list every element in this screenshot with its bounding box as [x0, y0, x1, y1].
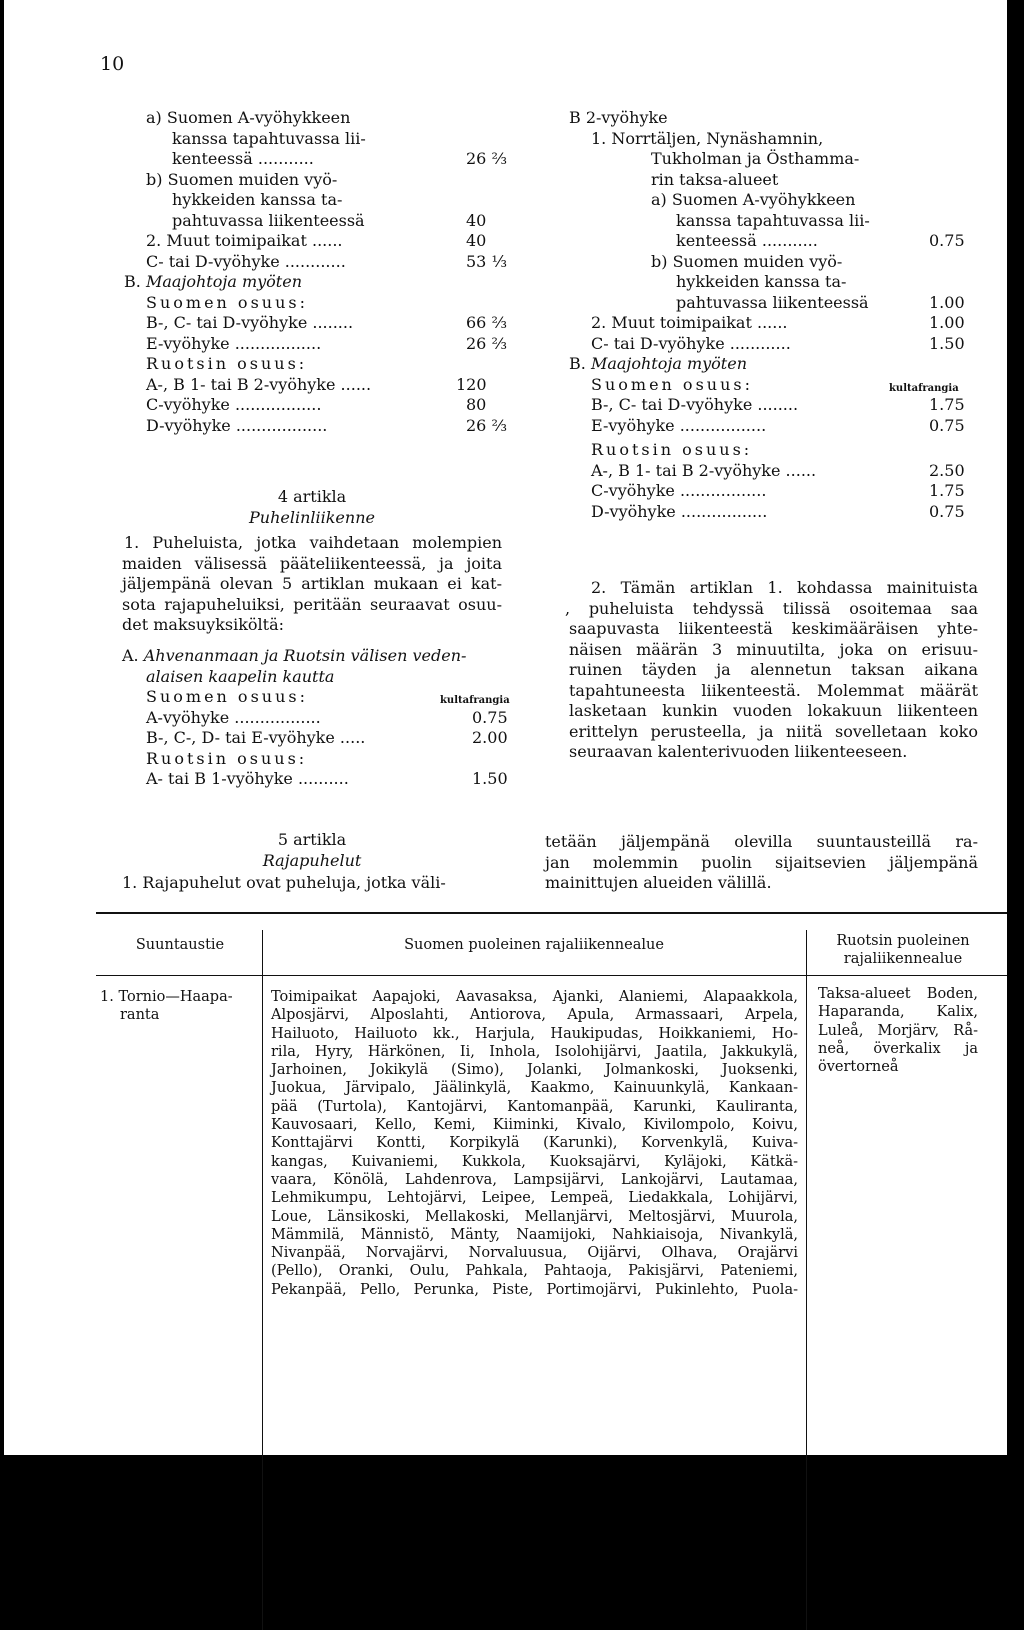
section-a [122, 646, 510, 790]
suomen-osuus-label: Suomen osuus: [146, 687, 308, 706]
table-cell: Alposjärvi, Alposlahti, Antiorova, Apula, Armassaari, Arpela, [271, 1007, 798, 1024]
right-line: kanssa tapahtuvassa lii- [676, 210, 870, 230]
paragraph-line: maiden välisessä pääteliikenteessä, ja joita [122, 553, 502, 573]
left-line: A-vyöhyke ................. [146, 707, 321, 727]
scan-edge-right [1007, 0, 1024, 1455]
section-label: B. [124, 272, 141, 291]
article-subtitle: Puhelinliikenne [249, 507, 375, 527]
table-col-ruotsi [818, 985, 978, 1076]
left-line: hykkeiden kanssa ta- [172, 190, 343, 209]
paragraph-line: ruinen täyden ja alennetun taksan aikana [569, 660, 978, 679]
table-cell: Konttajärvi Kontti, Korpikylä (Karunki), Korvenkylä, Kuiva- [271, 1135, 798, 1152]
value: 1.50 [929, 333, 965, 353]
paragraph-line: 1. Rajapuhelut ovat puheluja, jotka väli- [122, 873, 446, 892]
value: 80 [466, 395, 487, 414]
table-cell: kangas, Kuivaniemi, Kukkola, Kuoksajärvi, Kyläjoki, Kätkä- [271, 1153, 798, 1170]
paragraph-line: 1. Puheluista, jotka vaihdetaan molempien [124, 533, 502, 552]
suomen-osuus-label: Suomen osuus: [591, 374, 753, 394]
value: 1.75 [929, 481, 965, 500]
paragraph-line: tapahtuneesta liikenteestä. Molemmat määrät [569, 680, 978, 700]
paragraph-line: lasketaan kunkin vuoden lokakuun liikenteen [569, 701, 978, 720]
value: 2.50 [929, 460, 965, 480]
scan-edge [0, 0, 4, 1455]
paragraph-line: 2. Tämän artiklan 1. kohdassa mainituista [591, 578, 978, 597]
paragraph-line: det maksuyksiköltä: [122, 615, 285, 634]
left-line: E-vyöhyke ................. [146, 333, 322, 353]
value: 1.00 [929, 313, 965, 332]
right-line: E-vyöhyke ................. [591, 415, 767, 435]
table-divider [262, 930, 263, 1630]
column-header: Ruotsin puoleinen rajaliikennealue [836, 933, 970, 968]
article-4-heading [122, 487, 502, 528]
section-a-title: Ahvenanmaan ja Ruotsin välisen veden- [143, 646, 467, 665]
table-cell: pää (Turtola), Kantojärvi, Kantomanpää, Karunki, Kauliranta, [271, 1098, 798, 1115]
paragraph-1 [122, 533, 502, 636]
table-cell: Jarhoinen, Jokikylä (Simo), Jolanki, Jolmankoski, Juoksenki, [271, 1062, 798, 1079]
value: 26 ⅔ [466, 333, 507, 353]
value: 0.75 [472, 707, 508, 727]
table-cell: Taksa-alueet Boden, [818, 986, 978, 1002]
value: 26 ⅔ [466, 415, 507, 435]
value: 1.50 [472, 769, 508, 788]
section-title: Maajohtoja myöten [590, 354, 747, 373]
article-5-left [122, 873, 522, 894]
article-title: 5 artikla [277, 830, 347, 849]
value: 0.75 [929, 415, 965, 435]
paragraph-line: , puheluista tehdyssä tilissä osoitemaa saa [565, 598, 978, 618]
left-line: D-vyöhyke .................. [146, 415, 328, 435]
table-cell: ranta [120, 1007, 160, 1024]
table-cell: 1. Tornio—Haapa- [100, 989, 233, 1005]
left-line: pahtuvassa liikenteessä [172, 210, 365, 230]
right-column [569, 108, 989, 522]
paragraph-2 [565, 578, 978, 763]
paragraph-line: erittelyn perusteella, ja niitä sovelletaan koko [569, 721, 978, 741]
column-header: Suuntaustie [135, 937, 225, 953]
table-header-3 [808, 932, 998, 968]
section-a-title-cont: alaisen kaapelin kautta [146, 666, 335, 686]
paragraph-line: saapuvasta liikenteestä keskimääräisen yhte- [569, 619, 978, 638]
right-line: D-vyöhyke ................. [591, 501, 768, 521]
right-line: C-vyöhyke ................. [591, 481, 767, 500]
left-line: 2. Muut toimipaikat ...... [146, 231, 343, 250]
value: 40 [466, 231, 487, 250]
value: 120 [456, 374, 487, 394]
paragraph-line: näisen määrän 3 minuutilta, joka on erisuu- [569, 639, 978, 659]
article-5-right [545, 832, 978, 894]
table-cell: Haparanda, Kalix, [818, 1004, 978, 1021]
paragraph-line: seuraavan kalenterivuoden liikenteeseen. [569, 742, 908, 761]
right-line: Tukholman ja Östhamma- [651, 149, 860, 168]
unit-label: kultafrangia [440, 695, 510, 706]
paragraph-line: sota rajapuheluiksi, peritään seuraavat osuu- [122, 594, 502, 614]
table-cell: vaara, Könölä, Lahdenrova, Lampsijärvi, Lankojärvi, Lautamaa, [271, 1171, 798, 1188]
table-cell: Juokua, Järvipalo, Jäälinkylä, Kaakmo, Kainuunkylä, Kankaan- [271, 1080, 798, 1097]
table-cell: neå, överkalix ja [818, 1040, 978, 1057]
right-line: 1. Norrtäljen, Nynäshamnin, [591, 128, 824, 148]
right-line: kenteessä ........... [676, 231, 818, 250]
paragraph-line: jan molemmin puolin sijaitsevien jäljempänä [545, 852, 978, 872]
left-line: C-vyöhyke ................. [146, 395, 322, 414]
article-title: 4 artikla [277, 487, 347, 506]
table-cell: Lehmikumpu, Lehtojärvi, Leipee, Lempeä, Liedakkala, Lohijärvi, [271, 1190, 798, 1207]
ruotsin-osuus-label: Ruotsin osuus: [591, 440, 753, 459]
right-line: 2. Muut toimipaikat ...... [591, 313, 788, 332]
table-cell: (Pello), Oranki, Oulu, Pahkala, Pahtaoja, Pakisjärvi, Pateniemi, [271, 1263, 798, 1280]
table-cell: Luleå, Morjärv, Rå- [818, 1022, 978, 1039]
value: 0.75 [929, 501, 965, 521]
value: 66 ⅔ [466, 313, 507, 332]
table-col-suuntaustie [100, 988, 260, 1025]
value: 40 [466, 210, 487, 230]
section-label: B. [569, 354, 586, 373]
table-cell: Nivanpää, Norvajärvi, Norvaluusua, Oijärvi, Olhava, Orajärvi [271, 1245, 798, 1262]
table-header-1 [100, 936, 260, 954]
table-cell: Pekanpää, Pello, Perunka, Piste, Portimojärvi, Pukinlehto, Puola- [271, 1281, 798, 1298]
article-subtitle: Rajapuhelut [262, 850, 362, 870]
table-top-rule [96, 912, 1009, 914]
table-header-rule [96, 975, 1009, 976]
column-header: Suomen puoleinen rajaliikennealue [404, 937, 664, 953]
right-line: b) Suomen muiden vyö- [651, 251, 843, 271]
unit-label: kultafrangia [889, 382, 959, 394]
table-cell: övertorneå [818, 1059, 899, 1076]
table-cell: Loue, Länsikoski, Mellakoski, Mellanjärvi, Meltosjärvi, Muurola, [271, 1208, 798, 1225]
value: 2.00 [472, 728, 508, 747]
left-line: kenteessä ........... [172, 149, 314, 168]
left-line: b) Suomen muiden vyö- [146, 169, 338, 189]
right-line: B 2-vyöhyke [569, 108, 668, 127]
right-line: C- tai D-vyöhyke ............ [591, 333, 791, 353]
table-cell: Toimipaikat Aapajoki, Aavasaksa, Ajanki, Alaniemi, Alapaakkola, [271, 989, 798, 1005]
left-line: B-, C- tai D-vyöhyke ........ [146, 313, 354, 332]
paragraph-line: tetään jäljempänä olevilla suuntausteillä ra- [545, 832, 978, 851]
paragraph-line: mainittujen alueiden välillä. [545, 873, 772, 892]
table-cell: rila, Hyry, Härkönen, Ii, Inhola, Isolohijärvi, Jaatila, Jakkukylä, [271, 1043, 798, 1060]
left-line: B-, C-, D- tai E-vyöhyke ..... [146, 728, 366, 747]
table-divider [806, 930, 807, 1630]
value: 1.00 [929, 292, 965, 312]
table-cell: Hailuoto, Hailuoto kk., Harjula, Haukipudas, Hoikkaniemi, Ho- [271, 1025, 798, 1042]
left-column [122, 108, 507, 436]
value: 1.75 [929, 395, 965, 414]
right-line: rin taksa-alueet [651, 169, 779, 189]
page-number: 10 [100, 53, 125, 75]
right-line: B-, C- tai D-vyöhyke ........ [591, 395, 799, 414]
table-cell: Mämmilä, Männistö, Mänty, Naamijoki, Nahkiaisoja, Nivankylä, [271, 1226, 798, 1243]
suomen-osuus-label: Suomen osuus: [146, 292, 308, 312]
ruotsin-osuus-label: Ruotsin osuus: [146, 354, 308, 373]
right-line: hykkeiden kanssa ta- [676, 272, 847, 291]
ruotsin-osuus-label: Ruotsin osuus: [146, 748, 308, 768]
value: 26 ⅔ [466, 149, 507, 168]
right-line: a) Suomen A-vyöhykkeen [651, 190, 856, 209]
section-label: A. [122, 646, 139, 665]
paragraph-line: jäljempänä olevan 5 artiklan mukaan ei kat- [122, 574, 502, 593]
left-line: kanssa tapahtuvassa lii- [172, 128, 366, 148]
value: 53 ⅓ [466, 251, 507, 271]
left-line: C- tai D-vyöhyke ............ [146, 251, 346, 271]
table-col-suomi [271, 988, 798, 1299]
right-line: pahtuvassa liikenteessä [676, 292, 869, 312]
value: 0.75 [929, 231, 965, 250]
article-5-heading [122, 830, 502, 871]
left-line: A- tai B 1-vyöhyke .......... [146, 769, 349, 788]
table-cell: Kauvosaari, Kello, Kemi, Kiiminki, Kivalo, Kivilompolo, Koivu, [271, 1117, 798, 1134]
left-line: A-, B 1- tai B 2-vyöhyke ...... [146, 374, 372, 394]
left-line: a) Suomen A-vyöhykkeen [146, 108, 351, 127]
section-title: Maajohtoja myöten [145, 272, 302, 291]
table-header-2 [264, 936, 804, 954]
right-line: A-, B 1- tai B 2-vyöhyke ...... [591, 460, 817, 480]
